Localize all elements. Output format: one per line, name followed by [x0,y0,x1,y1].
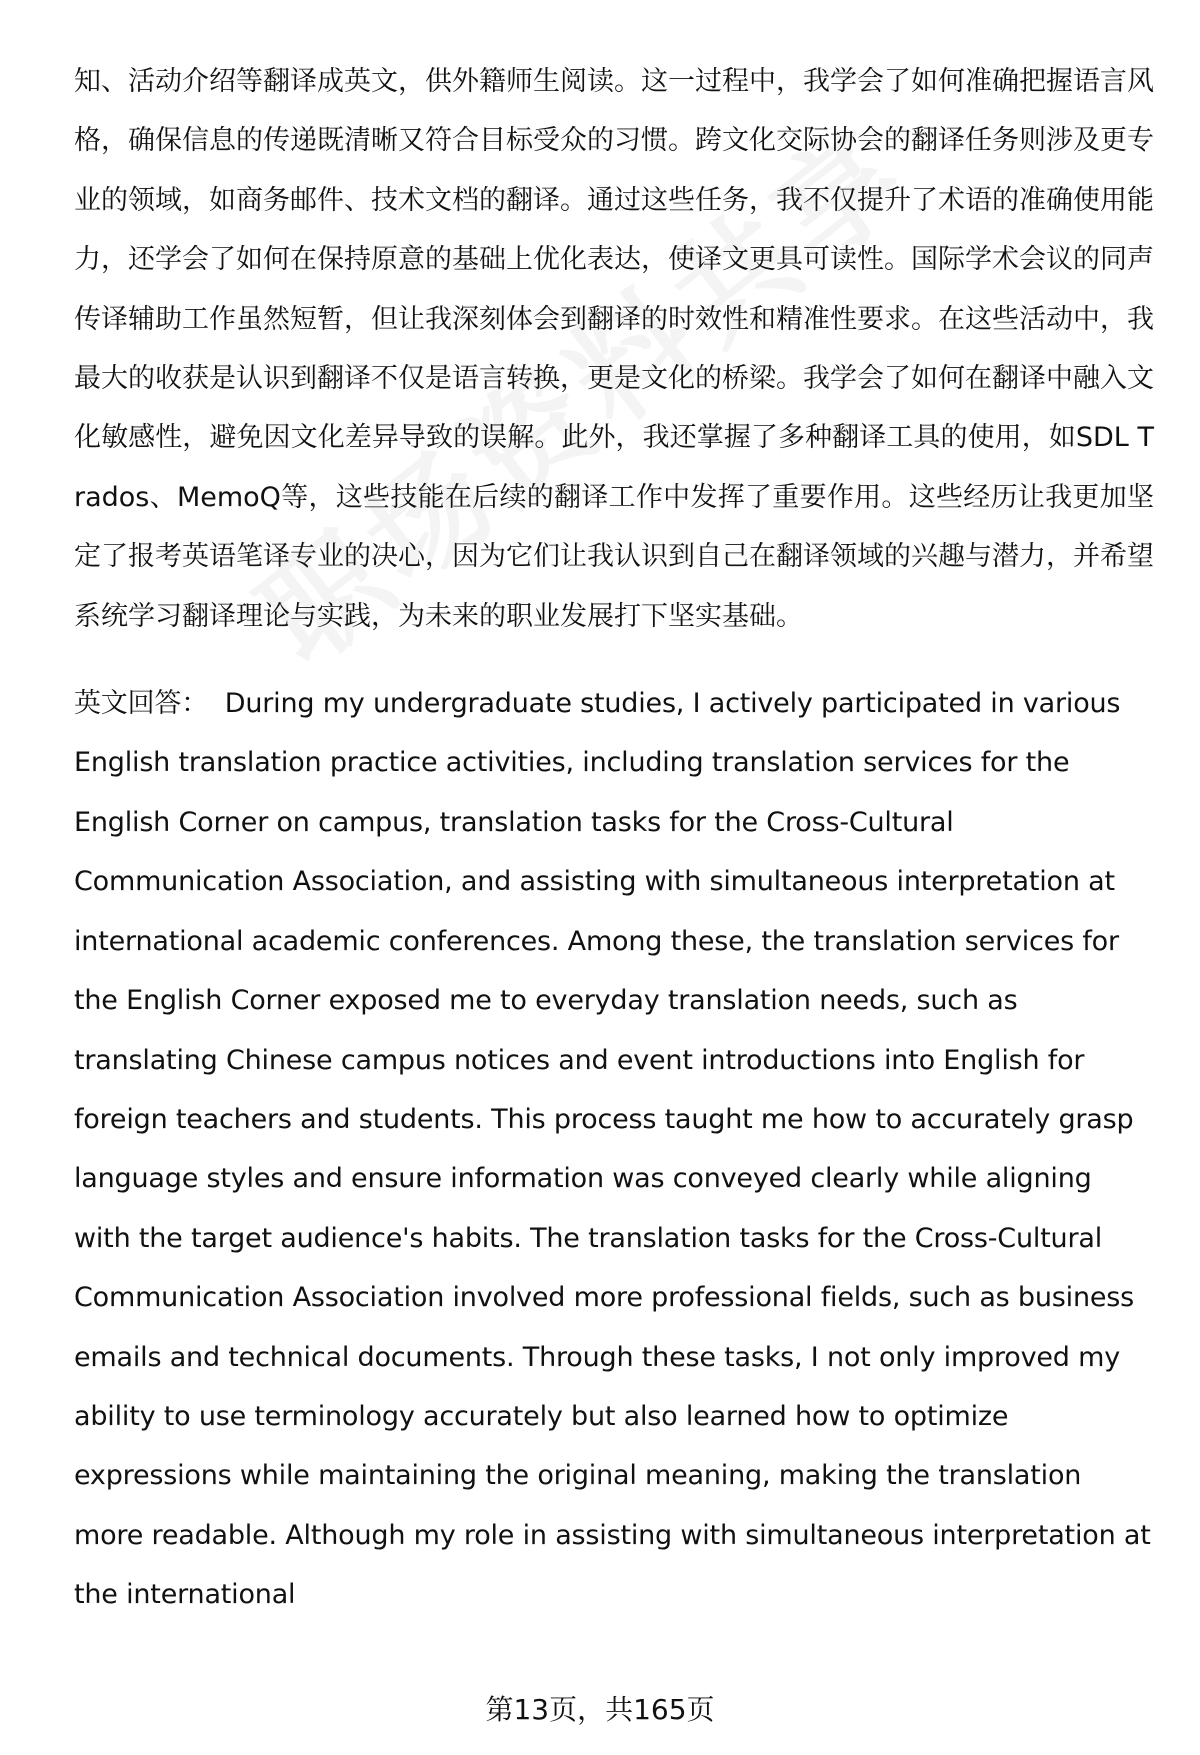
page-content [74,52,1154,1625]
english-answer-text: During my undergraduate studies, I actively participated in various English translation practice activities, including translation services for the English Corner on campus, translation tasks for the Cross-Cultural Communication Association, and assisting with simultaneous interpretation at international academic conferences. Among these, the translation services for the English Corner exposed me to everyday translation needs, such as translating Chinese campus notices and event introductions into English for foreign teachers and students. This process taught me how to accurately grasp language styles and ensure information was conveyed clearly while aligning with the target audience's habits. The translation tasks for the Cross-Cultural Communication Association involved more professional fields, such as business emails and technical documents. Through these tasks, I not only improved my ability to use terminology accurately but also learned how to optimize expressions while maintaining the original meaning, making the translation more readable. Although my role in assisting with simultaneous interpretation at the international [74,688,1151,1611]
english-answer-paragraph [74,674,1154,1625]
answer-label: 英文回答： [74,688,208,720]
page-indicator: 第13页，共165页 [485,1693,715,1726]
chinese-paragraph: 知、活动介绍等翻译成英文，供外籍师生阅读。这一过程中，我学会了如何准确把握语言风格，确保信息的传递既清晰又符合目标受众的习惯。跨文化交际协会的翻译任务则涉及更专业的领域，如商务邮件、技术文档的翻译。通过这些任务，我不仅提升了术语的准确使用能力，还学会了如何在保持原意的基础上优化表达，使译文更具可读性。国际学术会议的同声传译辅助工作虽然短暂，但让我深刻体会到翻译的时效性和精准性要求。在这些活动中，我最大的收获是认识到翻译不仅是语言转换，更是文化的桥梁。我学会了如何在翻译中融入文化敏感性，避免因文化差异导致的误解。此外，我还掌握了多种翻译工具的使用，如SDL Trados、MemoQ等，这些技能在后续的翻译工作中发挥了重要作用。这些经历让我更加坚定了报考英语笔译专业的决心，因为它们让我认识到自己在翻译领域的兴趣与潜力，并希望系统学习翻译理论与实践，为未来的职业发展打下坚实基础。 [74,66,1154,632]
